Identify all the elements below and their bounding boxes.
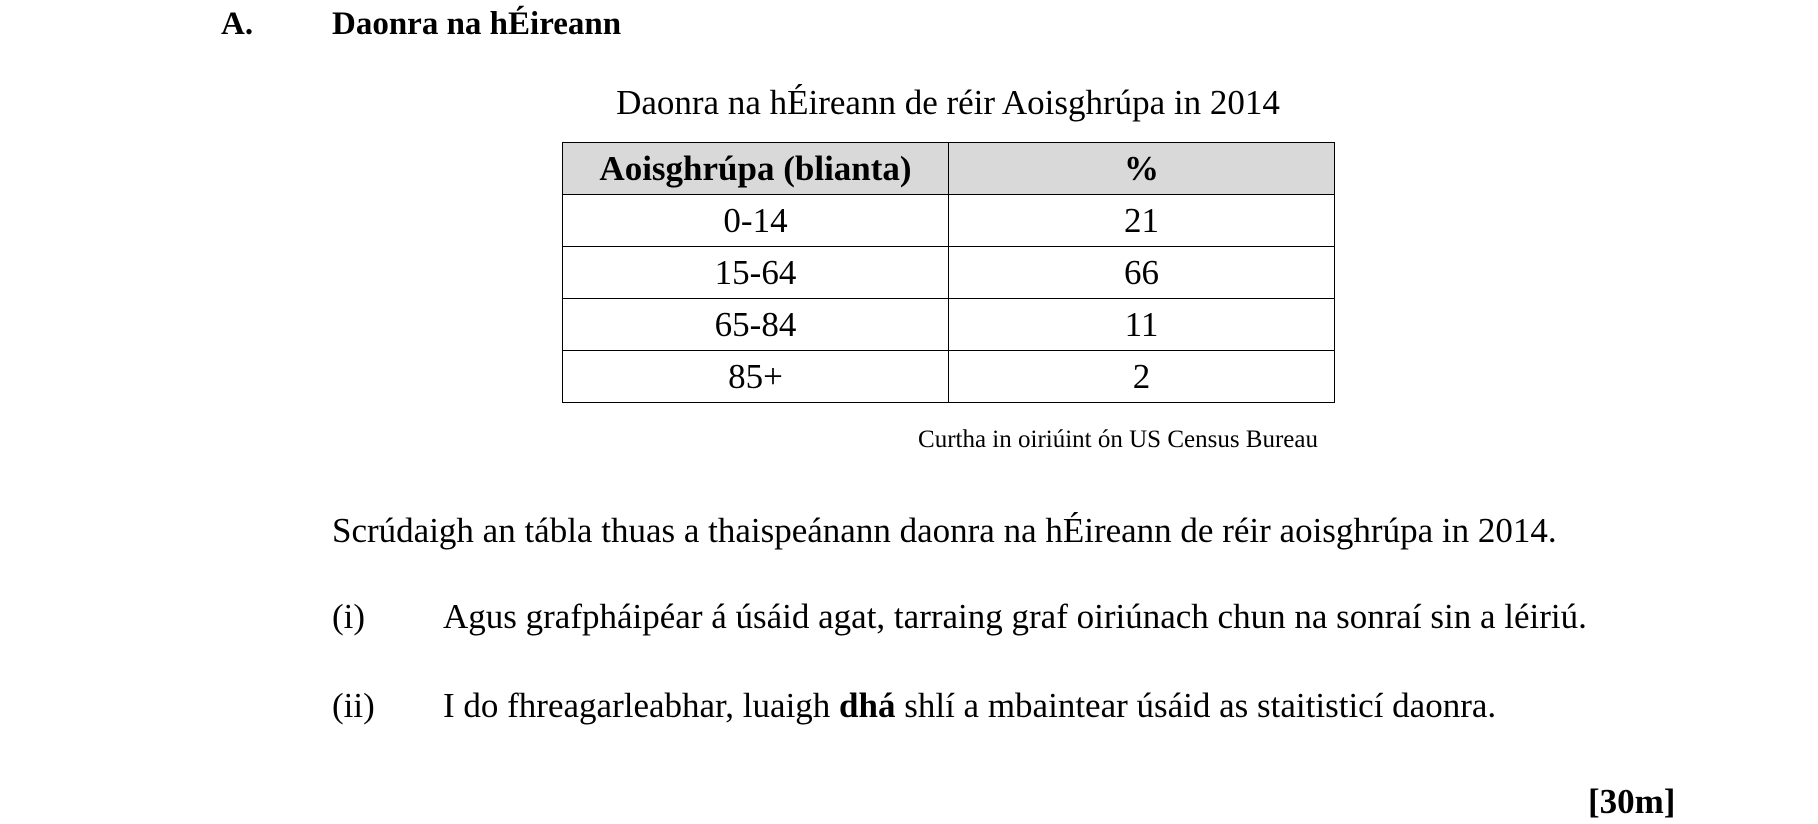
age-group-cell: 65-84 — [563, 299, 949, 351]
table-header-row — [563, 143, 1335, 195]
table-row — [563, 195, 1335, 247]
age-group-cell: 85+ — [563, 351, 949, 403]
marks-label: [30m] — [1588, 782, 1676, 821]
question-number: (i) — [332, 597, 366, 636]
table-row — [563, 299, 1335, 351]
percent-cell: 21 — [949, 195, 1335, 247]
column-header-percent: % — [949, 143, 1335, 195]
question-text: Agus grafpháipéar á úsáid agat, tarraing graf oiriúnach chun na sonraí sin a léiriú. — [443, 597, 1587, 636]
question-number: (ii) — [332, 686, 375, 725]
source-note: Curtha in oiriúint ón US Census Bureau — [918, 426, 1318, 453]
question-text-after: shlí a mbaintear úsáid as staitisticí daonra. — [895, 686, 1497, 725]
column-header-age-group: Aoisghrúpa (blianta) — [563, 143, 949, 195]
section-title: Daonra na hÉireann — [332, 6, 622, 42]
age-group-cell: 0-14 — [563, 195, 949, 247]
section-label: A. — [221, 6, 254, 42]
question-text-emphasis: dhá — [839, 686, 896, 725]
table-row — [563, 247, 1335, 299]
age-group-cell: 15-64 — [563, 247, 949, 299]
population-table — [562, 142, 1335, 403]
instruction-text: Scrúdaigh an tábla thuas a thaispeánann daonra na hÉireann de réir aoisghrúpa in 2014. — [332, 511, 1557, 550]
table-row — [563, 351, 1335, 403]
table-caption: Daonra na hÉireann de réir Aoisghrúpa in 2014 — [616, 83, 1280, 122]
percent-cell: 11 — [949, 299, 1335, 351]
question-text-before: I do fhreagarleabhar, luaigh — [443, 686, 840, 725]
percent-cell: 2 — [949, 351, 1335, 403]
question-text — [443, 683, 1496, 729]
percent-cell: 66 — [949, 247, 1335, 299]
